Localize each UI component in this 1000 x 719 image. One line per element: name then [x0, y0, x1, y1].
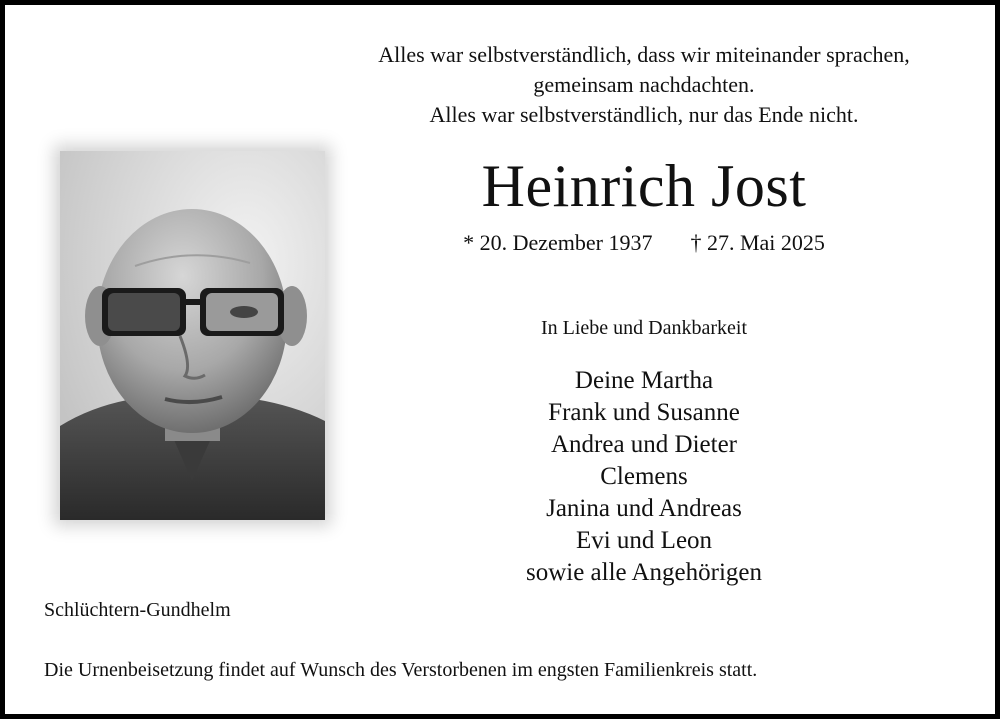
memorial-quote [290, 40, 998, 130]
quote-line-1: Alles war selbstverständlich, dass wir miteinander sprachen, [378, 42, 910, 67]
place-name: Schlüchtern-Gundhelm [44, 599, 231, 621]
portrait-photo-icon [60, 151, 325, 520]
mourner-name: Andrea und Dieter [550, 431, 738, 458]
mourner-name: Deine Martha [574, 367, 714, 394]
life-dates [370, 228, 918, 258]
mourner-name: Frank und Susanne [548, 399, 740, 426]
quote-line-2: gemeinsam nachdachten. [533, 72, 755, 97]
mourners-intro: In Liebe und Dankbarkeit [540, 317, 748, 339]
birth-date: * 20. Dezember 1937 [463, 230, 653, 255]
mourner-name: sowie alle Angehörigen [525, 559, 763, 586]
mourners-list [445, 365, 843, 589]
burial-notice: Die Urnenbeisetzung findet auf Wunsch des Verstorbenen im engsten Familienkreis statt. [44, 659, 758, 681]
death-date: † 27. Mai 2025 [690, 230, 825, 255]
quote-line-3: Alles war selbstverständlich, nur das Ende nicht. [429, 102, 859, 127]
mourner-name: Janina und Andreas [546, 495, 742, 522]
deceased-name: Heinrich Jost [481, 153, 807, 219]
mourner-name: Clemens [600, 463, 688, 490]
mourner-name: Evi und Leon [575, 527, 713, 554]
